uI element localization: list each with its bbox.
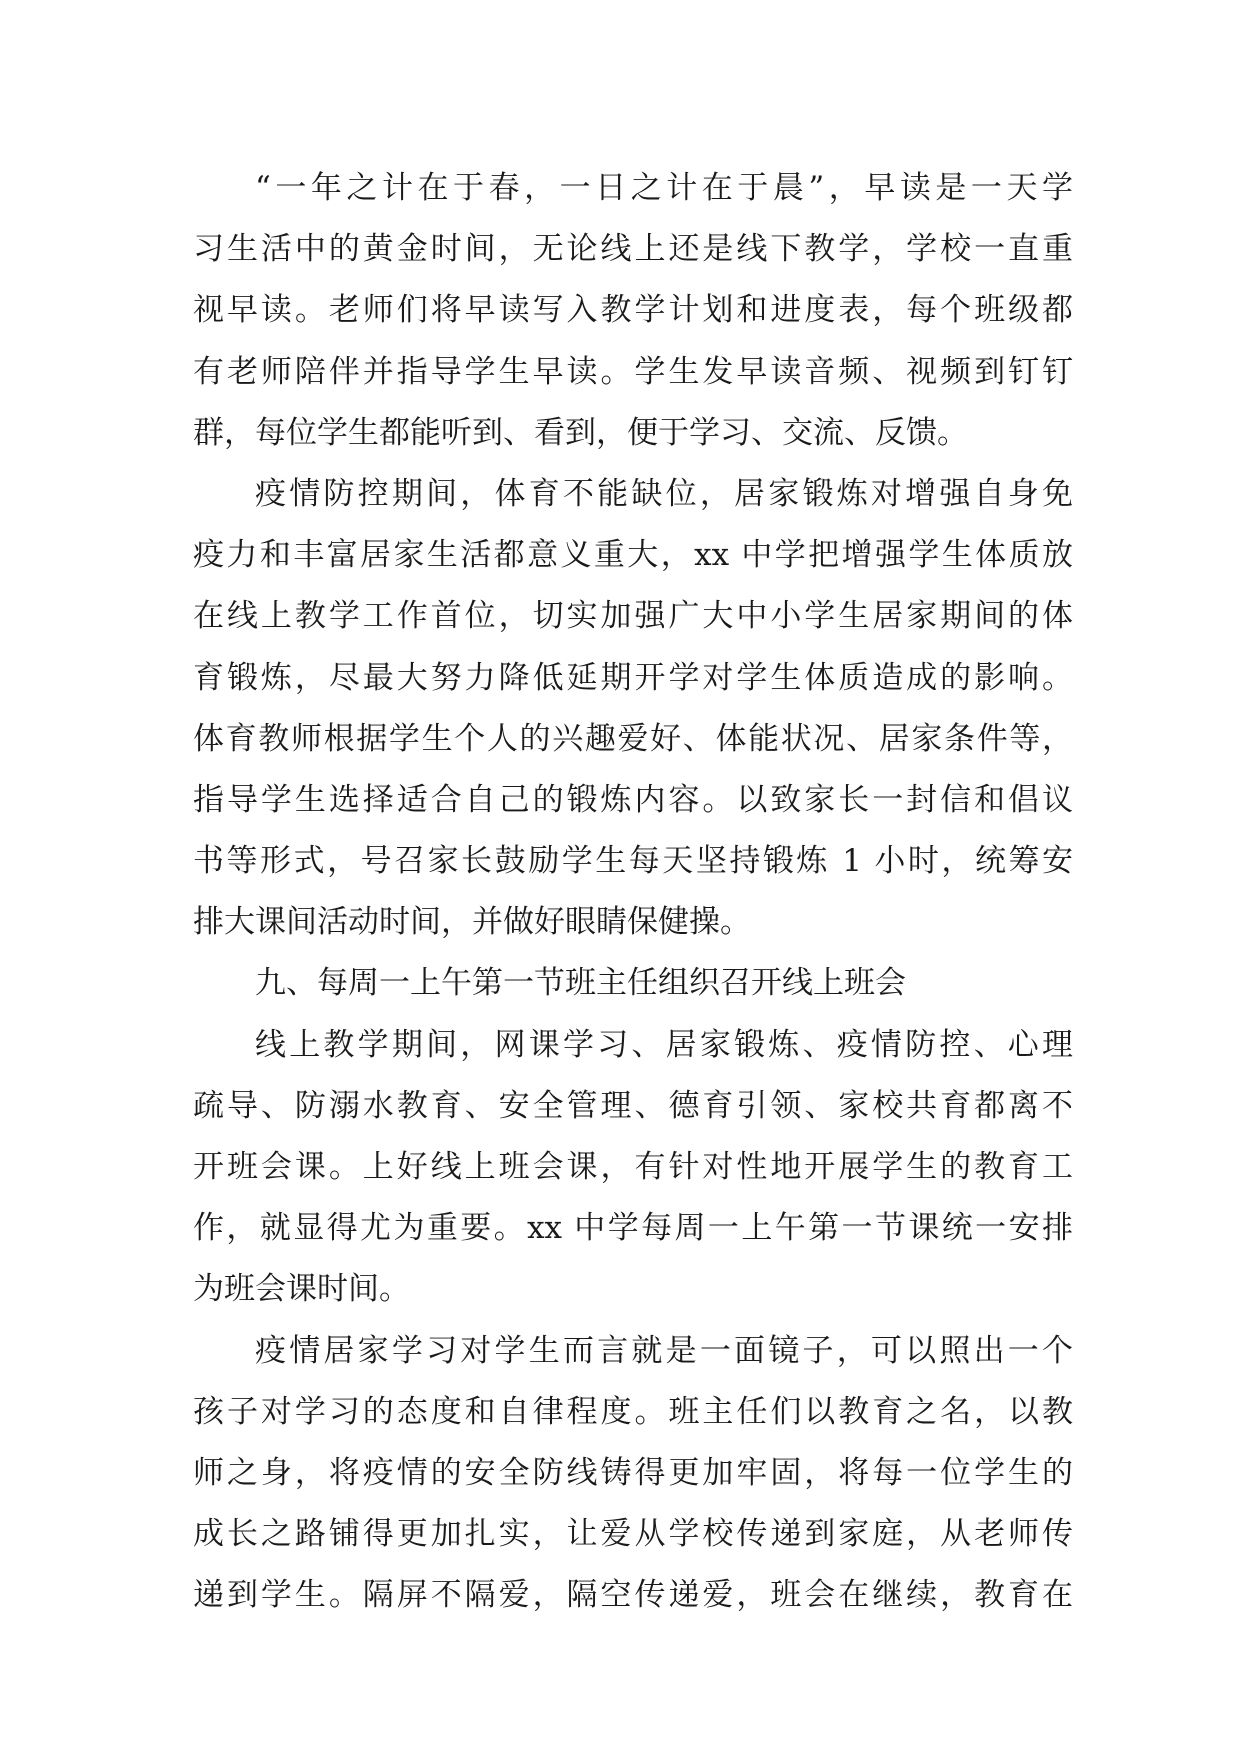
paragraph-line: 孩子对学习的态度和自律程度。班主任们以教育之名，以教 (193, 1393, 1073, 1430)
paragraph-line: 习生活中的黄金时间，无论线上还是线下教学，学校一直重 (193, 231, 1073, 268)
paragraph-line: 作，就显得尤为重要。xx 中学每周一上午第一节课统一安排 (193, 1210, 1073, 1247)
paragraph-line: 有老师陪伴并指导学生早读。学生发早读音频、视频到钉钉 (193, 353, 1073, 390)
paragraph-line: 疫情居家学习对学生而言就是一面镜子，可以照出一个 (255, 1332, 1073, 1369)
section-heading: 九、每周一上午第一节班主任组织召开线上班会 (255, 965, 906, 1002)
paragraph-line: 成长之路铺得更加扎实，让爱从学校传递到家庭，从老师传 (193, 1516, 1073, 1553)
paragraph-line: 视早读。老师们将早读写入教学计划和进度表，每个班级都 (193, 292, 1073, 329)
document-body (193, 158, 1073, 1627)
paragraph-line: “一年之计在于春，一日之计在于晨”，早读是一天学 (255, 170, 1073, 206)
paragraph-line: 育锻炼，尽最大努力降低延期开学对学生体质造成的影响。 (193, 659, 1073, 696)
paragraph-line: 排大课间活动时间，并做好眼睛保健操。 (193, 904, 751, 941)
paragraph-line: 线上教学期间，网课学习、居家锻炼、疫情防控、心理 (255, 1026, 1073, 1063)
paragraph-line: 疫情防控期间，体育不能缺位，居家锻炼对增强自身免 (255, 475, 1073, 512)
paragraph-line: 递到学生。隔屏不隔爱，隔空传递爱，班会在继续，教育在 (193, 1577, 1073, 1614)
paragraph-line: 为班会课时间。 (193, 1271, 410, 1308)
paragraph-line: 疏导、防溺水教育、安全管理、德育引领、家校共育都离不 (193, 1087, 1073, 1124)
paragraph-line: 在线上教学工作首位，切实加强广大中小学生居家期间的体 (193, 598, 1073, 635)
paragraph-line: 体育教师根据学生个人的兴趣爱好、体能状况、居家条件等， (193, 720, 1073, 757)
paragraph-line: 群，每位学生都能听到、看到，便于学习、交流、反馈。 (193, 414, 968, 451)
paragraph-line: 师之身，将疫情的安全防线铸得更加牢固，将每一位学生的 (193, 1454, 1073, 1491)
paragraph-line: 疫力和丰富居家生活都意义重大，xx 中学把增强学生体质放 (193, 537, 1073, 574)
paragraph-line: 指导学生选择适合自己的锻炼内容。以致家长一封信和倡议 (193, 781, 1073, 818)
paragraph-line: 书等形式，号召家长鼓励学生每天坚持锻炼 1 小时，统筹安 (193, 843, 1073, 880)
paragraph-line: 开班会课。上好线上班会课，有针对性地开展学生的教育工 (193, 1149, 1073, 1185)
